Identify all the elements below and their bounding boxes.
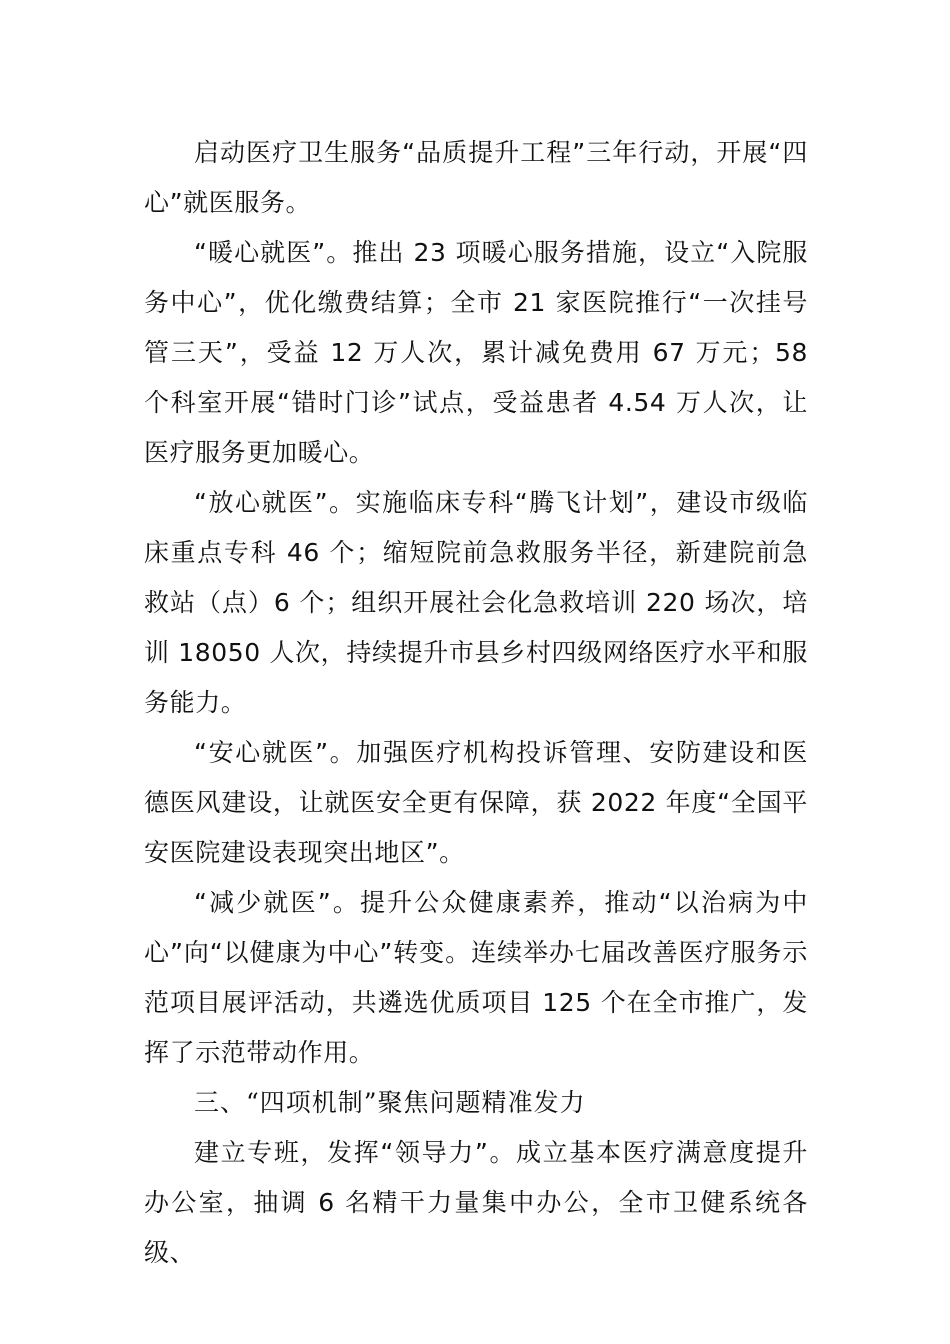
paragraph-reassured-care: “放心就医”。实施临床专科“腾飞计划”，建设市级临床重点专科 46 个；缩短院前急救服务半径，新建院前急救站（点）6 个；组织开展社会化急救培训 220 场次，培训 18050 人次，持续提升市县乡村四级网络医疗水平和服务能力。: [144, 488, 808, 717]
paragraph-intro: 启动医疗卫生服务“品质提升工程”三年行动，开展“四心”就医服务。: [144, 138, 808, 217]
paragraph-warm-care: “暖心就医”。推出 23 项暖心服务措施，设立“入院服务中心”，优化缴费结算；全市 21 家医院推行“一次挂号管三天”，受益 12 万人次，累计减免费用 67 万元；58 个科室开展“错时门诊”试点，受益患者 4.54 万人次，让医疗服务更加暖心。: [144, 238, 808, 467]
document-body: [144, 128, 808, 1278]
paragraph-safe-care: “安心就医”。加强医疗机构投诉管理、安防建设和医德医风建设，让就医安全更有保障，获 2022 年度“全国平安医院建设表现突出地区”。: [144, 738, 808, 867]
paragraph-special-team: 建立专班，发挥“领导力”。成立基本医疗满意度提升办公室，抽调 6 名精干力量集中办公，全市卫健系统各级、: [144, 1138, 808, 1267]
section-heading: 三、“四项机制”聚焦问题精准发力: [194, 1088, 586, 1117]
paragraph-reduced-care: “减少就医”。提升公众健康素养，推动“以治病为中心”向“以健康为中心”转变。连续举办七届改善医疗服务示范项目展评活动，共遴选优质项目 125 个在全市推广，发挥了示范带动作用。: [144, 888, 808, 1067]
